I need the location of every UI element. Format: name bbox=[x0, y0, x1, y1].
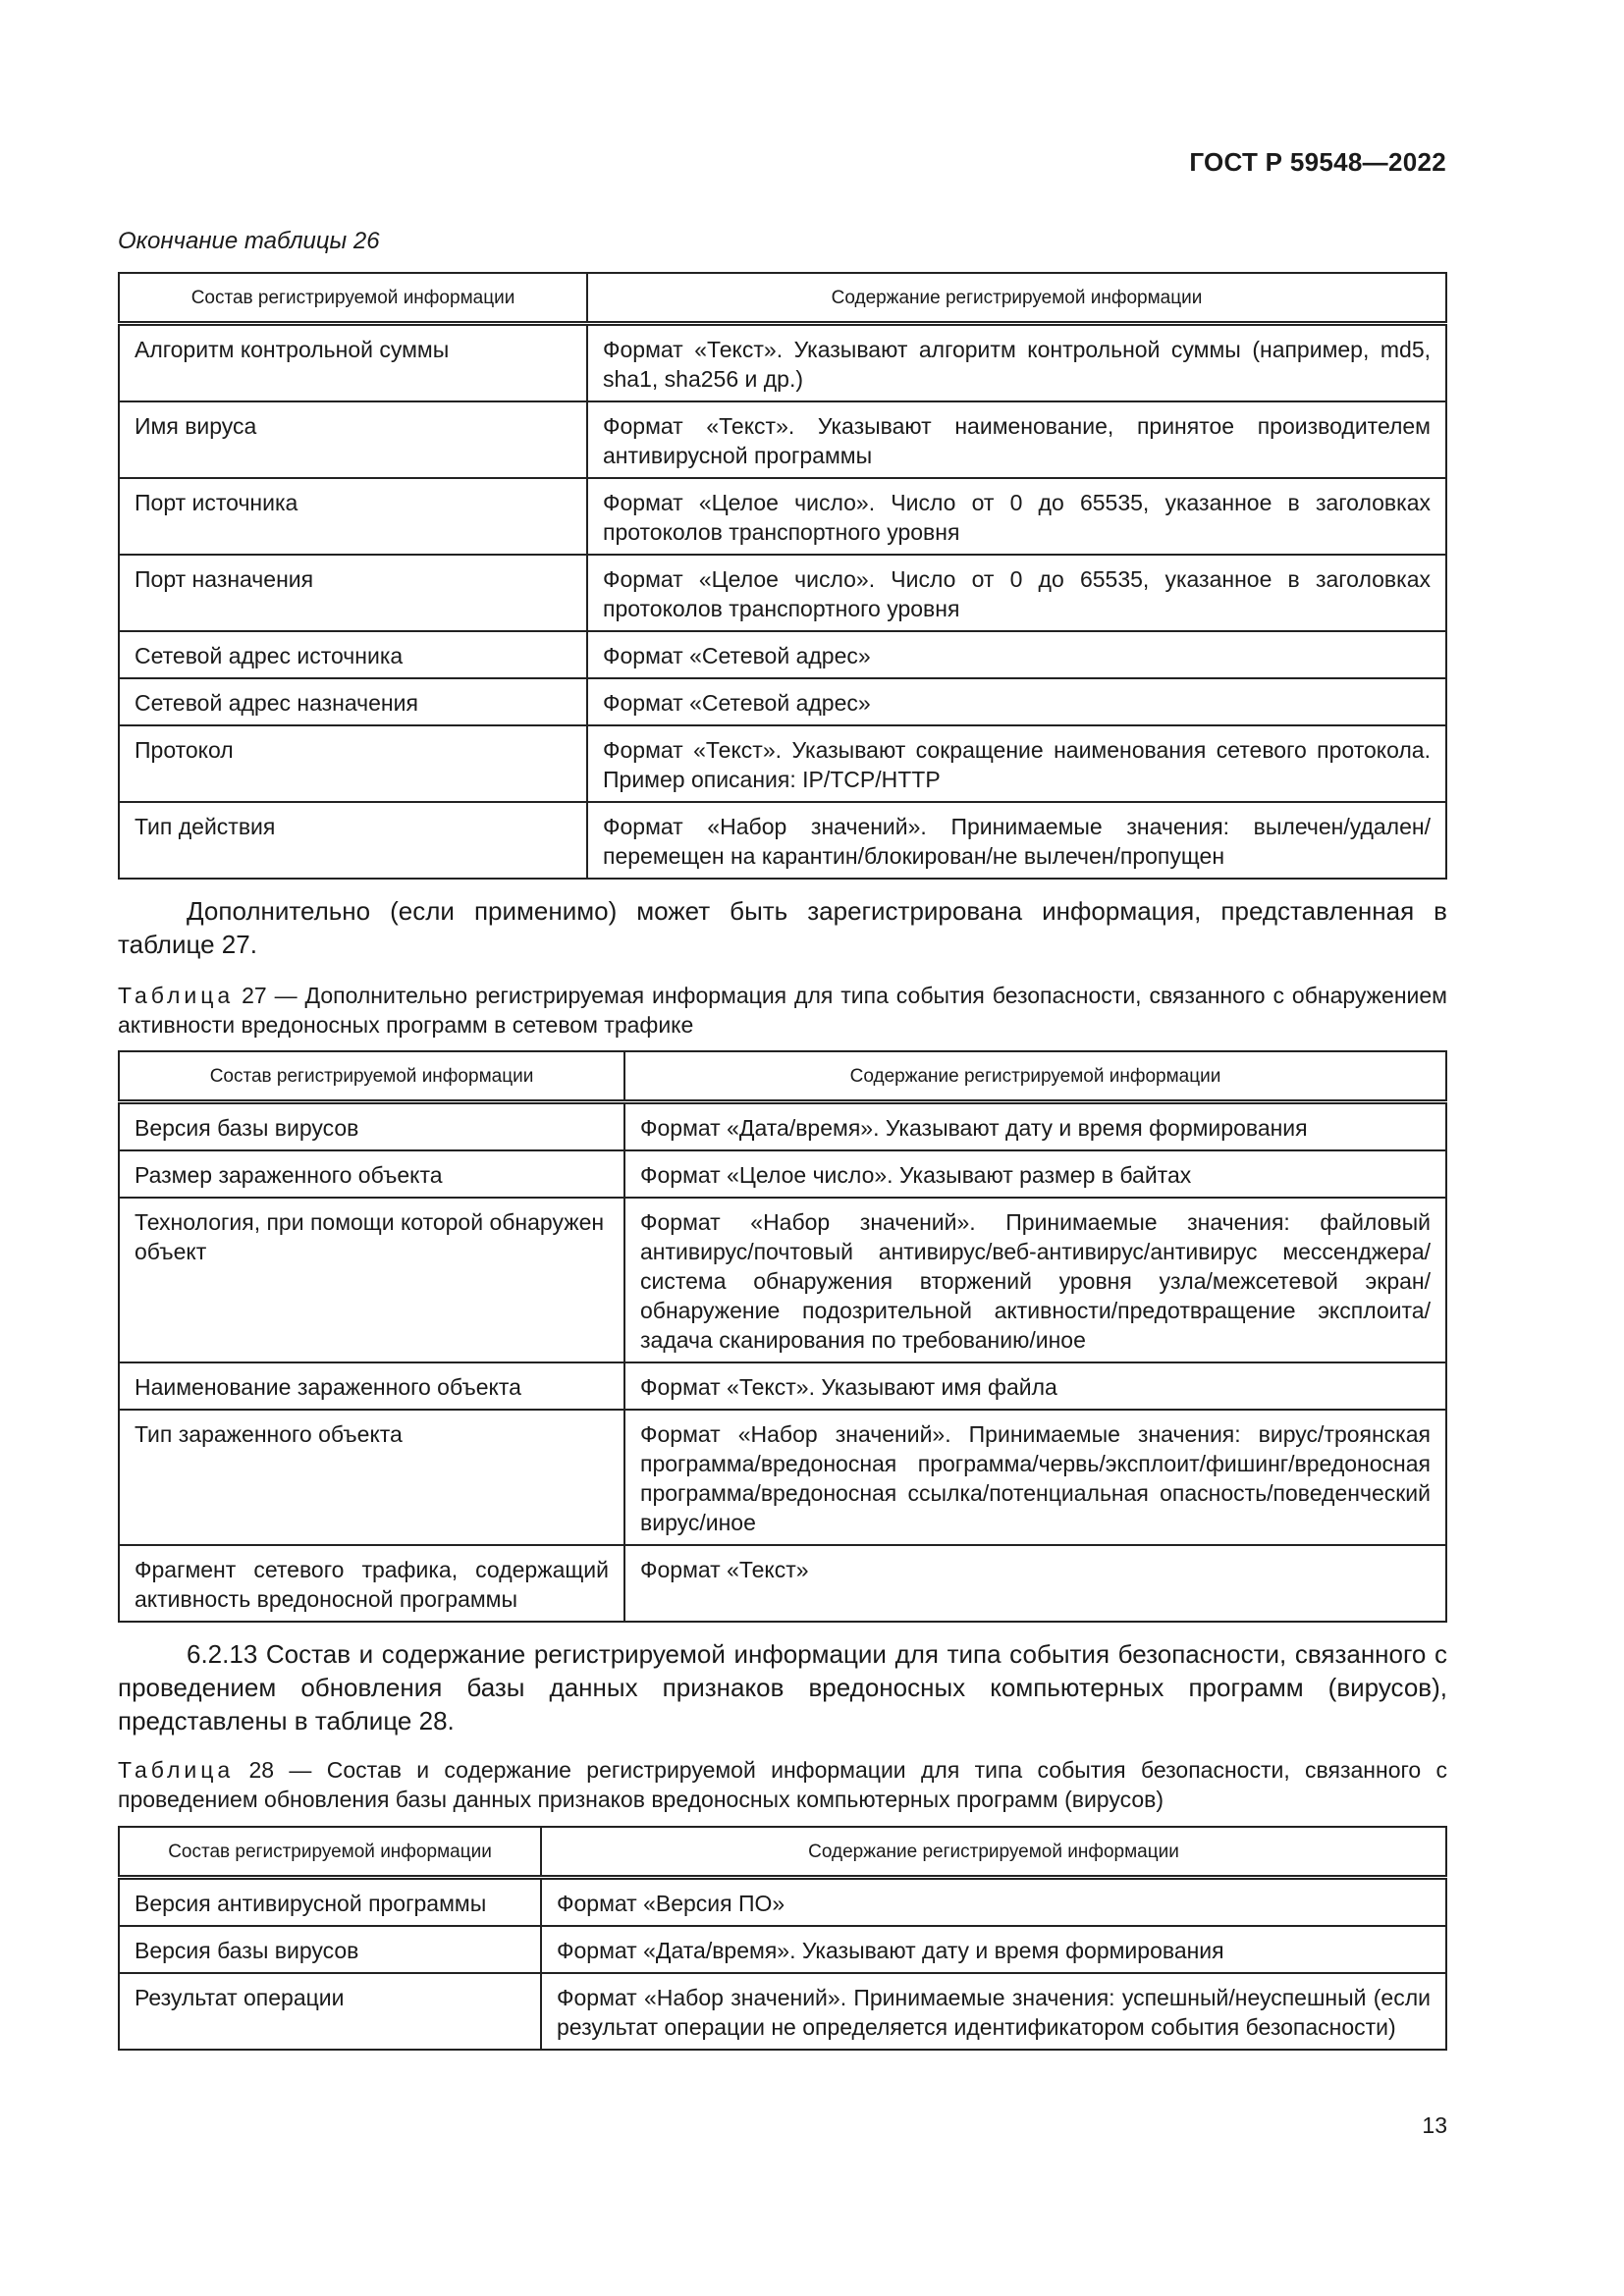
field-name-cell: Фрагмент сетевого трафика, содержащий активность вредоносной программы bbox=[119, 1545, 624, 1622]
field-name-cell: Алгоритм контрольной суммы bbox=[119, 324, 587, 402]
table-row bbox=[119, 1878, 1446, 1927]
field-description-cell: Формат «Дата/время». Указывают дату и время формирования bbox=[624, 1102, 1446, 1151]
field-name-cell: Версия антивирусной программы bbox=[119, 1878, 541, 1927]
field-description-cell: Формат «Сетевой адрес» bbox=[587, 631, 1446, 678]
page-number: 13 bbox=[1422, 2112, 1447, 2138]
field-description-cell: Формат «Набор значений». Принимаемые значения: файловый антивирус/почтовый антивирус/веб-антивирус/антивирус мессенджера/система обнаружения вторжений уровня узла/межсетевой экран/обнаружение подозрительной активности/предотвращение эксплоита/задача сканирования по требованию/иное bbox=[624, 1198, 1446, 1362]
table-row bbox=[119, 324, 1446, 402]
column-header: Состав регистрируемой информации bbox=[119, 1827, 541, 1878]
table-row bbox=[119, 1198, 1446, 1362]
field-description-cell: Формат «Целое число». Число от 0 до 65535, указанное в заголовках протоколов транспортного уровня bbox=[587, 478, 1446, 555]
field-name-cell: Порт назначения bbox=[119, 555, 587, 631]
field-name-cell: Сетевой адрес назначения bbox=[119, 678, 587, 725]
field-name-cell: Технология, при помощи которой обнаружен объект bbox=[119, 1198, 624, 1362]
field-name-cell: Тип действия bbox=[119, 802, 587, 879]
column-header: Содержание регистрируемой информации bbox=[624, 1051, 1446, 1102]
paragraph-additional-info bbox=[118, 894, 1447, 961]
table-26 bbox=[118, 272, 1447, 880]
paragraph-text: 6.2.13 Состав и содержание регистрируемой информации для типа события безопасности, связанного с проведением обновления базы данных признаков вредоносных компьютерных программ (вирусов), представлены в таблице 28. bbox=[118, 1639, 1447, 1735]
table-26-continuation-caption: Окончание таблицы 26 bbox=[118, 228, 380, 254]
table-row bbox=[119, 802, 1446, 879]
table-28 bbox=[118, 1826, 1447, 2051]
document-code: ГОСТ Р 59548—2022 bbox=[1189, 147, 1446, 177]
table-row bbox=[119, 1926, 1446, 1973]
field-description-cell: Формат «Дата/время». Указывают дату и время формирования bbox=[541, 1926, 1446, 1973]
field-description-cell: Формат «Версия ПО» bbox=[541, 1878, 1446, 1927]
table-row bbox=[119, 678, 1446, 725]
table-row bbox=[119, 1102, 1446, 1151]
field-name-cell: Имя вируса bbox=[119, 401, 587, 478]
table-27-caption bbox=[118, 981, 1447, 1040]
table-row bbox=[119, 1973, 1446, 2050]
field-description-cell: Формат «Целое число». Число от 0 до 65535, указанное в заголовках протоколов транспортного уровня bbox=[587, 555, 1446, 631]
field-description-cell: Формат «Набор значений». Принимаемые значения: вирус/троянская программа/вредоносная программа/червь/эксплоит/фишинг/вредоносная программа/вредоносная ссылка/потенциальная опасность/поведенческий вирус/иное bbox=[624, 1410, 1446, 1545]
column-header: Содержание регистрируемой информации bbox=[541, 1827, 1446, 1878]
table-header-row bbox=[119, 1827, 1446, 1878]
table-label: Таблица bbox=[118, 1757, 235, 1783]
field-name-cell: Тип зараженного объекта bbox=[119, 1410, 624, 1545]
table-28-caption bbox=[118, 1755, 1447, 1814]
table-row bbox=[119, 1545, 1446, 1622]
section-6-2-13-paragraph bbox=[118, 1637, 1447, 1737]
field-description-cell: Формат «Текст». Указывают имя файла bbox=[624, 1362, 1446, 1410]
field-name-cell: Версия базы вирусов bbox=[119, 1926, 541, 1973]
field-name-cell: Наименование зараженного объекта bbox=[119, 1362, 624, 1410]
field-description-cell: Формат «Текст». Указывают сокращение наименования сетевого протокола. Пример описания: IP/TCP/HTTP bbox=[587, 725, 1446, 802]
table-27 bbox=[118, 1050, 1447, 1623]
column-header: Содержание регистрируемой информации bbox=[587, 273, 1446, 324]
table-row bbox=[119, 555, 1446, 631]
field-name-cell: Сетевой адрес источника bbox=[119, 631, 587, 678]
field-description-cell: Формат «Текст». Указывают наименование, принятое производителем антивирусной программы bbox=[587, 401, 1446, 478]
field-name-cell: Версия базы вирусов bbox=[119, 1102, 624, 1151]
table-row bbox=[119, 631, 1446, 678]
table-row bbox=[119, 1410, 1446, 1545]
column-header: Состав регистрируемой информации bbox=[119, 1051, 624, 1102]
field-description-cell: Формат «Набор значений». Принимаемые значения: успешный/неуспешный (если результат операции не определяется идентификатором события безопасности) bbox=[541, 1973, 1446, 2050]
table-caption-text: 28 — Состав и содержание регистрируемой информации для типа события безопасности, связанного с проведением обновления базы данных признаков вредоносных компьютерных программ (вирусов) bbox=[118, 1757, 1447, 1812]
field-name-cell: Размер зараженного объекта bbox=[119, 1150, 624, 1198]
table-label: Таблица bbox=[118, 983, 235, 1008]
column-header: Состав регистрируемой информации bbox=[119, 273, 587, 324]
table-row bbox=[119, 1150, 1446, 1198]
table-row bbox=[119, 478, 1446, 555]
table-header-row bbox=[119, 273, 1446, 324]
field-description-cell: Формат «Текст» bbox=[624, 1545, 1446, 1622]
field-name-cell: Результат операции bbox=[119, 1973, 541, 2050]
table-row bbox=[119, 1362, 1446, 1410]
field-description-cell: Формат «Сетевой адрес» bbox=[587, 678, 1446, 725]
table-row bbox=[119, 725, 1446, 802]
table-header-row bbox=[119, 1051, 1446, 1102]
field-name-cell: Протокол bbox=[119, 725, 587, 802]
field-description-cell: Формат «Целое число». Указывают размер в байтах bbox=[624, 1150, 1446, 1198]
table-row bbox=[119, 401, 1446, 478]
field-description-cell: Формат «Набор значений». Принимаемые значения: вылечен/удален/перемещен на карантин/блокирован/не вылечен/пропущен bbox=[587, 802, 1446, 879]
paragraph-text: Дополнительно (если применимо) может быть зарегистрирована информация, представленная в таблице 27. bbox=[118, 896, 1447, 959]
field-description-cell: Формат «Текст». Указывают алгоритм контрольной суммы (например, md5, sha1, sha256 и др.) bbox=[587, 324, 1446, 402]
table-caption-text: 27 — Дополнительно регистрируемая информация для типа события безопасности, связанного с обнаружением активности вредоносных программ в сетевом трафике bbox=[118, 983, 1447, 1038]
field-name-cell: Порт источника bbox=[119, 478, 587, 555]
